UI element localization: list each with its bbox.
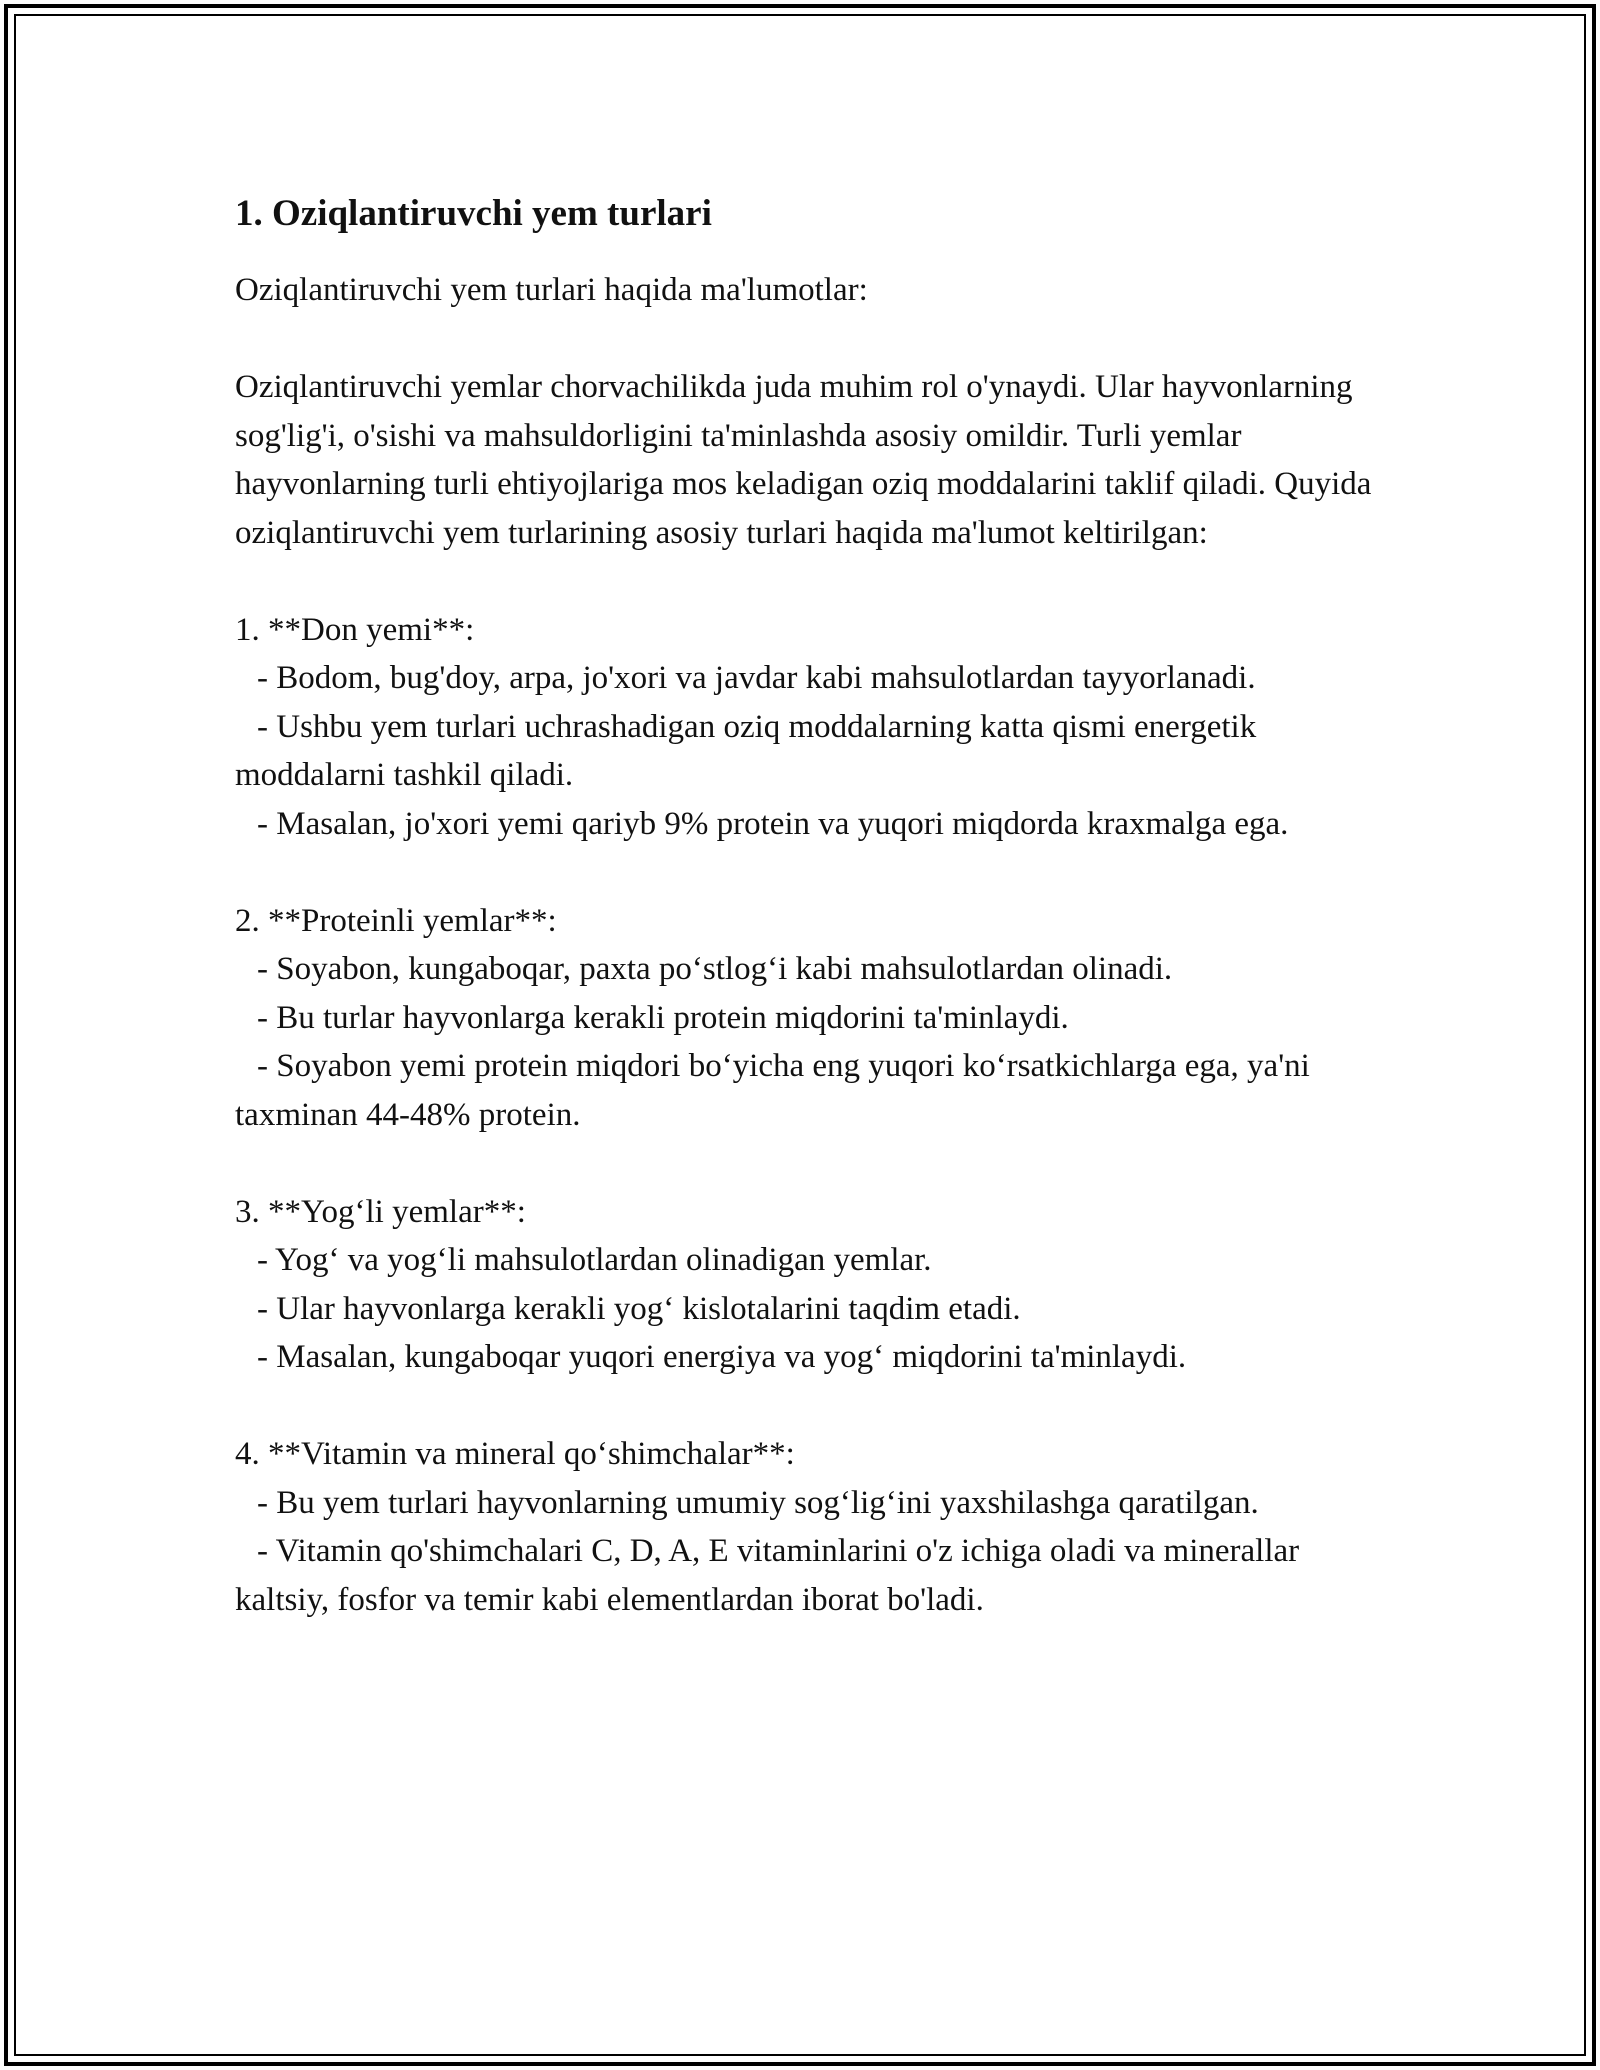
list-item <box>235 654 1375 703</box>
list-item <box>235 994 1375 1043</box>
section-heading: 4. **Vitamin va mineral qo‘shimchalar**: <box>235 1436 795 1472</box>
spacer <box>235 557 1375 606</box>
intro-line: Oziqlantiruvchi yem turlari haqida ma'lumotlar: <box>235 272 868 308</box>
bullet-text: - Ushbu yem turlari uchrashadigan oziq moddalarning katta qismi energetik moddalarni tashkil qiladi. <box>235 708 1265 793</box>
document-body <box>235 188 1380 1624</box>
list-item <box>235 945 1375 994</box>
bullet-text: - Yog‘ va yog‘li mahsulotlardan olinadigan yemlar. <box>257 1242 932 1278</box>
spacer <box>235 1139 1375 1188</box>
list-item <box>235 1527 1375 1624</box>
bullet-text: - Masalan, jo'xori yemi qariyb 9% protein va yuqori miqdorda kraxmalga ega. <box>257 805 1289 842</box>
list-item <box>235 800 1375 849</box>
list-item <box>235 1479 1375 1528</box>
list-item <box>235 703 1375 800</box>
document-title: 1. Oziqlantiruvchi yem turlari <box>235 193 712 234</box>
bullet-text: - Soyabon yemi protein miqdori bo‘yicha eng yuqori ko‘rsatkichlarga ega, ya'ni taxminan 44-48% protein. <box>235 1048 1319 1133</box>
spacer <box>235 315 1375 364</box>
section-vitamin-mineral <box>235 1430 1375 1624</box>
section-don-yemi <box>235 606 1375 849</box>
spacer <box>235 1382 1375 1431</box>
list-item <box>235 1236 1375 1285</box>
list-item <box>235 1285 1375 1334</box>
bullet-text: - Bu yem turlari hayvonlarning umumiy sog‘lig‘ini yaxshilashga qaratilgan. <box>257 1484 1259 1521</box>
section-heading: 1. **Don yemi**: <box>235 611 475 648</box>
section-yogli-yemlar <box>235 1188 1375 1382</box>
bullet-text: - Ular hayvonlarga kerakli yog‘ kislotalarini taqdim etadi. <box>257 1290 1021 1327</box>
bullet-text: - Vitamin qo'shimchalari C, D, A, E vitaminlarini o'z ichiga oladi va minerallar kaltsiy, fosfor va temir kabi elementlardan iborat bo'ladi. <box>235 1533 1308 1618</box>
bullet-text: - Masalan, kungaboqar yuqori energiya va yog‘ miqdorini ta'minlaydi. <box>257 1339 1187 1375</box>
list-item <box>235 1333 1375 1382</box>
section-heading: 2. **Proteinli yemlar**: <box>235 902 557 939</box>
section-heading: 3. **Yog‘li yemlar**: <box>235 1193 526 1230</box>
spacer <box>235 848 1375 897</box>
bullet-text: - Bu turlar hayvonlarga kerakli protein miqdorini ta'minlaydi. <box>257 999 1069 1036</box>
intro-paragraph: Oziqlantiruvchi yemlar chorvachilikda juda muhim rol o'ynaydi. Ular hayvonlarning sog'lig'i, o'sishi va mahsuldorligini ta'minlashda asosiy omildir. Turli yemlar hayvonlarning turli ehtiyojlariga mos keladigan oziq moddalarini taklif qiladi. Quyida oziqlantiruvchi yem turlarining asosiy turlari haqida ma'lumot keltirilgan: <box>235 369 1380 551</box>
bullet-text: - Soyabon, kungaboqar, paxta po‘stlog‘i kabi mahsulotlardan olinadi. <box>257 951 1173 987</box>
list-item <box>235 1042 1375 1139</box>
bullet-text: - Bodom, bug'doy, arpa, jo'xori va javdar kabi mahsulotlardan tayyorlanadi. <box>257 660 1256 696</box>
section-proteinli-yemlar <box>235 897 1375 1140</box>
